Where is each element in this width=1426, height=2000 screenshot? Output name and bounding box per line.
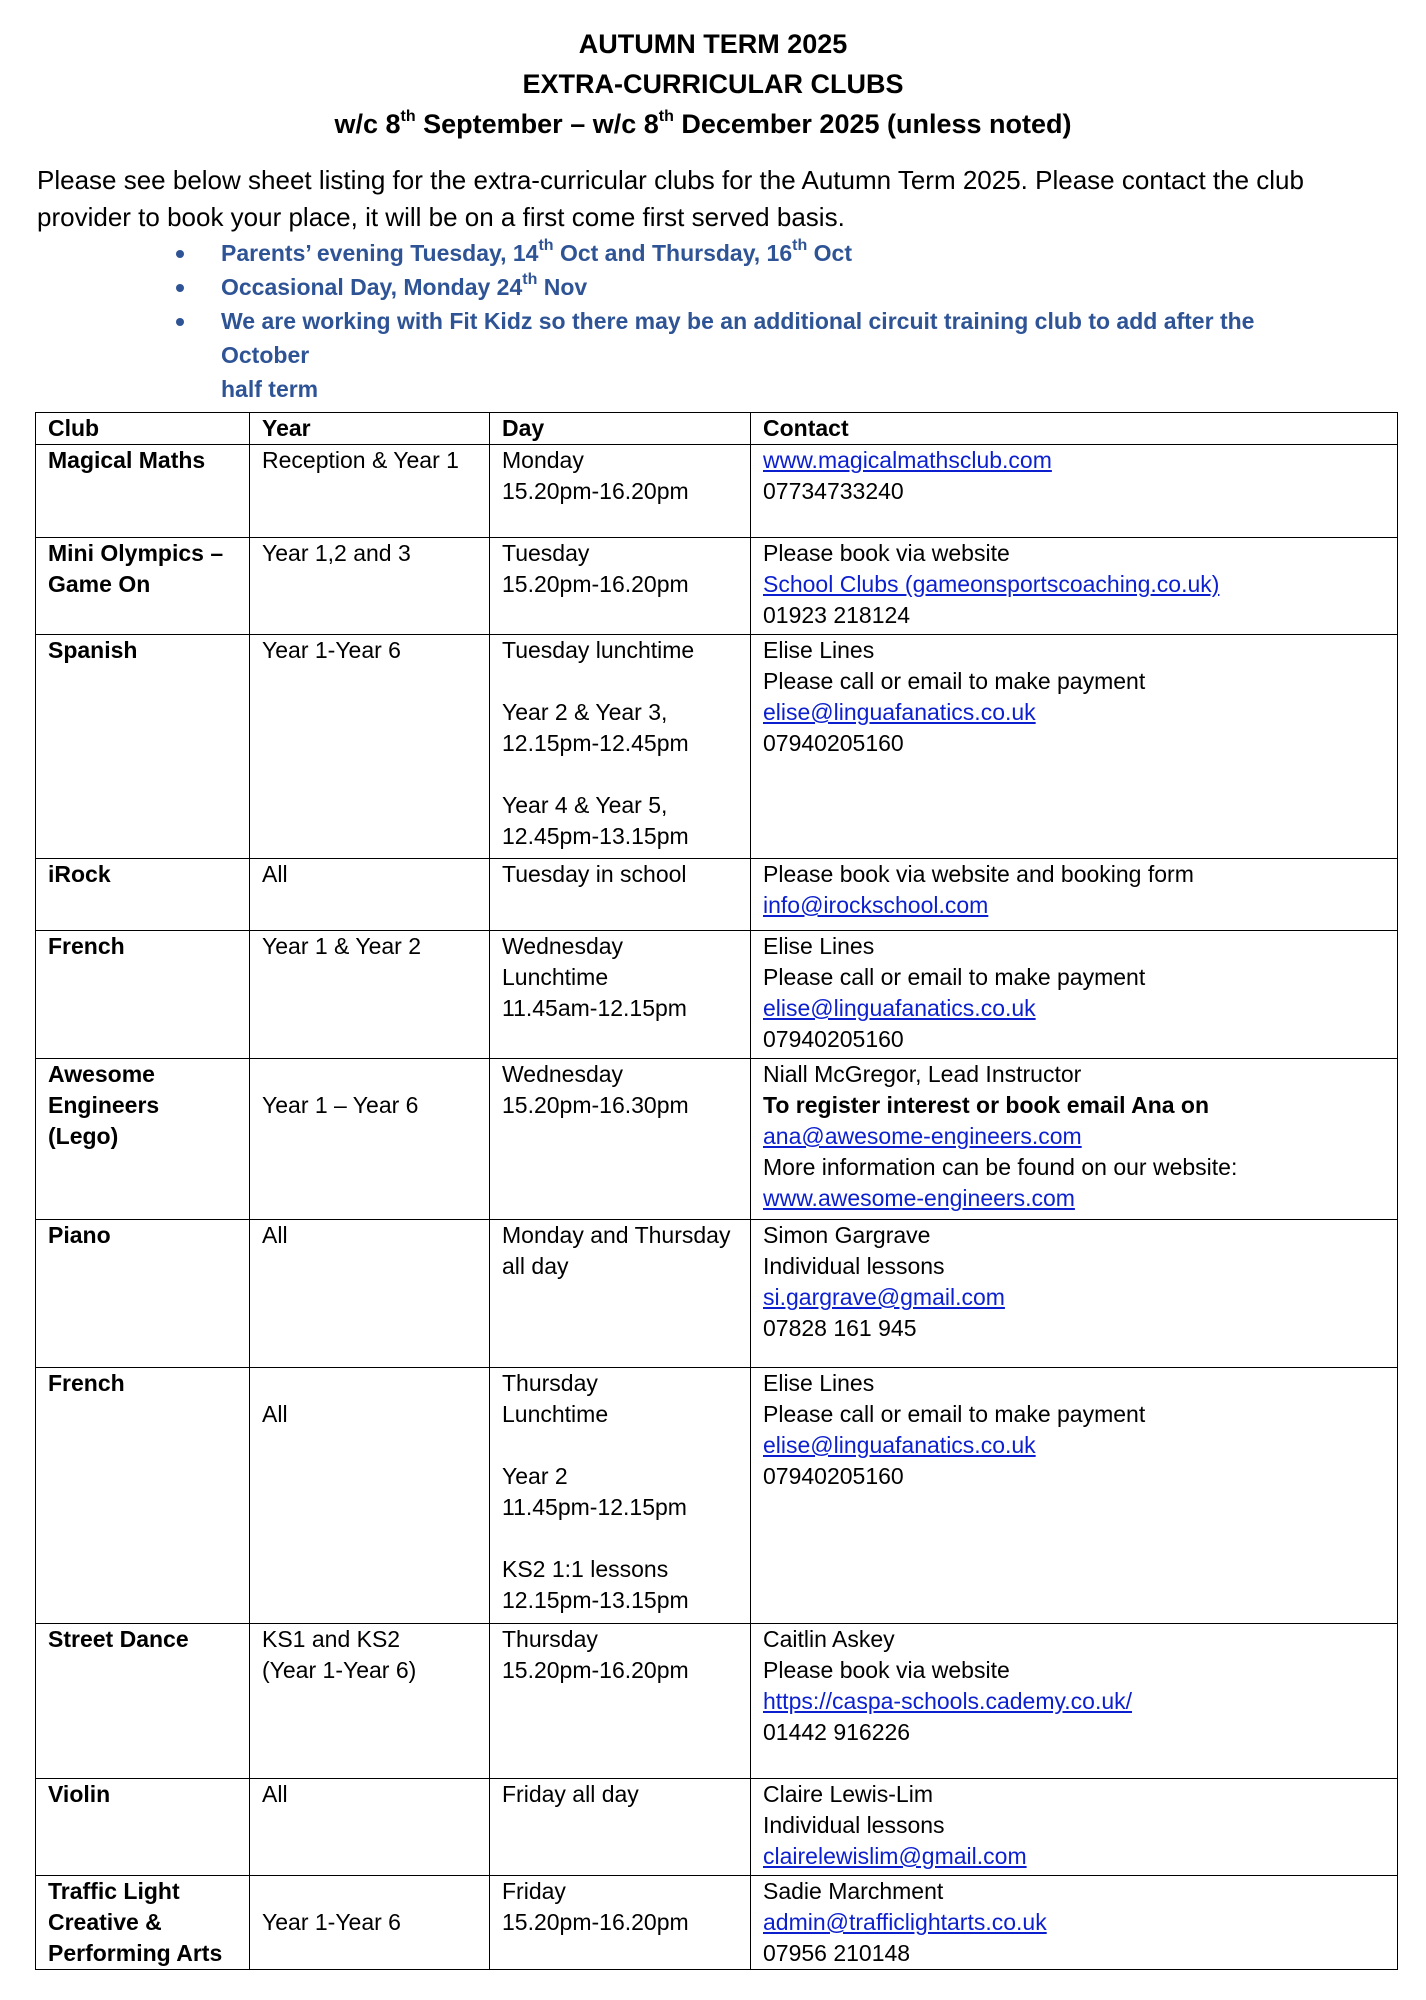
day-text: Thursday (502, 1626, 598, 1652)
contact-link[interactable]: clairelewislim@gmail.com (763, 1843, 1027, 1869)
cell-contact (751, 1220, 1398, 1368)
cell-contact (751, 635, 1398, 859)
cell-contact (751, 1059, 1398, 1220)
ordinal-suffix: th (522, 271, 538, 289)
contact-text: 07734733240 (763, 478, 904, 504)
cell-year (250, 445, 490, 538)
table-row (36, 445, 1398, 538)
day-text (502, 1430, 738, 1461)
table-row (36, 538, 1398, 635)
cell-club (36, 445, 250, 538)
year-text: All (262, 1222, 288, 1248)
cell-year (250, 635, 490, 859)
bullet-icon (176, 284, 184, 292)
cell-club (36, 1059, 250, 1220)
intro-line: provider to book your place, it will be on a first come first served basis. (37, 202, 845, 232)
day-text (502, 666, 738, 697)
cell-year (250, 1368, 490, 1624)
day-text: 12.15pm-13.15pm (502, 1587, 689, 1613)
cell-club (36, 859, 250, 931)
contact-link[interactable]: www.magicalmathsclub.com (763, 447, 1052, 473)
day-text: KS2 1:1 lessons (502, 1556, 669, 1582)
cell-day (490, 1876, 751, 1970)
table-row (36, 1368, 1398, 1624)
day-text: Monday (502, 447, 584, 473)
year-text: Year 1 & Year 2 (262, 933, 422, 959)
cell-year (250, 1876, 490, 1970)
day-text: Tuesday in school (502, 861, 687, 887)
day-text: 12.15pm-12.45pm (502, 730, 689, 756)
cell-day (490, 538, 751, 635)
cell-year (250, 1059, 490, 1220)
day-text: Tuesday (502, 540, 590, 566)
notice-text: Oct (807, 240, 852, 266)
contact-text: 07940205160 (763, 730, 904, 756)
contact-link[interactable]: elise@linguafanatics.co.uk (763, 1432, 1036, 1458)
cell-day (490, 859, 751, 931)
day-text: Tuesday lunchtime (502, 637, 695, 663)
heading-term: AUTUMN TERM 2025 (578, 29, 848, 59)
contact-link[interactable]: elise@linguafanatics.co.uk (763, 699, 1036, 725)
document-heading (0, 24, 1426, 144)
day-text: 15.20pm-16.30pm (502, 1092, 689, 1118)
heading-dates (0, 104, 1416, 144)
intro-paragraph (37, 162, 1397, 236)
club-text: Street Dance (48, 1626, 189, 1652)
contact-link[interactable]: si.gargrave@gmail.com (763, 1284, 1005, 1310)
day-text: 11.45am-12.15pm (502, 995, 687, 1021)
year-text: Reception & Year 1 (262, 447, 459, 473)
contact-link[interactable]: elise@linguafanatics.co.uk (763, 995, 1036, 1021)
contact-text: Elise Lines (763, 933, 875, 959)
cell-club (36, 1876, 250, 1970)
year-text (262, 1059, 477, 1090)
cell-year (250, 859, 490, 931)
contact-text: Please book via website (763, 1657, 1010, 1683)
day-text: 15.20pm-16.20pm (502, 571, 689, 597)
club-text: iRock (48, 861, 111, 887)
table-header-row (36, 413, 1398, 445)
ordinal-suffix: th (658, 108, 674, 125)
day-text: 15.20pm-16.20pm (502, 1909, 689, 1935)
cell-day (490, 1779, 751, 1876)
day-text: 15.20pm-16.20pm (502, 1657, 689, 1683)
intro-line: Please see below sheet listing for the extra-curricular clubs for the Autumn Term 2025. Please contact the club (37, 165, 1304, 195)
cell-club (36, 1624, 250, 1779)
cell-day (490, 1059, 751, 1220)
table-row (36, 859, 1398, 931)
notice-text: Nov (537, 274, 588, 300)
table-row (36, 1059, 1398, 1220)
cell-day (490, 1368, 751, 1624)
year-text: KS1 and KS2 (262, 1626, 401, 1652)
cell-club (36, 1368, 250, 1624)
day-text: Lunchtime (502, 964, 609, 990)
day-text (502, 1523, 738, 1554)
day-text: Friday (502, 1878, 566, 1904)
contact-text: Niall McGregor, Lead Instructor (763, 1061, 1082, 1087)
contact-text: Please book via website and booking form (763, 861, 1194, 887)
cell-contact (751, 859, 1398, 931)
cell-contact (751, 1368, 1398, 1624)
column-header-club: Club (36, 413, 250, 445)
contact-text: Individual lessons (763, 1253, 945, 1279)
contact-text: 01923 218124 (763, 602, 911, 628)
club-text: Violin (48, 1781, 111, 1807)
day-text: Thursday (502, 1370, 598, 1396)
year-text: Year 1 – Year 6 (262, 1092, 419, 1118)
column-header-contact: Contact (751, 413, 1398, 445)
club-text: Spanish (48, 637, 138, 663)
day-text (502, 759, 738, 790)
heading-dates-part: December 2025 (unless noted) (673, 109, 1072, 139)
day-text: Lunchtime (502, 1401, 609, 1427)
day-text: Year 2 & Year 3, (502, 699, 668, 725)
contact-text: Elise Lines (763, 637, 875, 663)
table-row (36, 1624, 1398, 1779)
year-text (262, 1876, 477, 1907)
notice-text: Parents’ evening Tuesday, 14 (221, 240, 539, 266)
notice-text: Occasional Day, Monday 24 (221, 274, 523, 300)
clubs-table-body (36, 445, 1398, 1970)
contact-link[interactable]: info@irockschool.com (763, 892, 989, 918)
contact-text: Claire Lewis-Lim (763, 1781, 933, 1807)
day-text: all day (502, 1253, 569, 1279)
heading-dates-part: w/c 8 (334, 109, 401, 139)
cell-year (250, 931, 490, 1059)
contact-link[interactable]: www.awesome-engineers.com (763, 1185, 1075, 1211)
club-text: Engineers (48, 1092, 160, 1118)
contact-link[interactable]: School Clubs (gameonsportscoaching.co.uk) (763, 571, 1220, 597)
day-text: Wednesday (502, 933, 624, 959)
notice-parents-evening (160, 236, 1340, 270)
year-text: (Year 1-Year 6) (262, 1657, 417, 1683)
cell-day (490, 1220, 751, 1368)
cell-club (36, 931, 250, 1059)
club-text: Performing Arts (48, 1940, 223, 1966)
club-text: Traffic Light (48, 1878, 180, 1904)
notice-fit-kidz (160, 304, 1340, 406)
column-header-year: Year (250, 413, 490, 445)
cell-club (36, 1779, 250, 1876)
club-text: (Lego) (48, 1123, 119, 1149)
year-text: Year 1-Year 6 (262, 637, 401, 663)
club-text: Game On (48, 571, 151, 597)
day-text: Year 4 & Year 5, (502, 792, 668, 818)
table-row (36, 1876, 1398, 1970)
heading-title: EXTRA-CURRICULAR CLUBS (522, 69, 904, 99)
contact-text: 07940205160 (763, 1463, 904, 1489)
club-text: French (48, 1370, 125, 1396)
year-text: All (262, 1781, 288, 1807)
club-text: French (48, 933, 125, 959)
table-row (36, 635, 1398, 859)
year-text: All (262, 1401, 288, 1427)
contact-text: Caitlin Askey (763, 1626, 895, 1652)
day-text: Year 2 (502, 1463, 568, 1489)
cell-contact (751, 1624, 1398, 1779)
year-text: Year 1-Year 6 (262, 1909, 401, 1935)
ordinal-suffix: th (400, 108, 416, 125)
day-text: Monday and Thursday (502, 1222, 731, 1248)
notice-text: Oct and Thursday, 16 (553, 240, 793, 266)
table-row (36, 1779, 1398, 1876)
contact-text: Please call or email to make payment (763, 1401, 1146, 1427)
clubs-table (35, 412, 1398, 1970)
day-text: 12.45pm-13.15pm (502, 823, 689, 849)
club-text: Mini Olympics – (48, 540, 224, 566)
contact-text: Individual lessons (763, 1812, 945, 1838)
contact-text: Simon Gargrave (763, 1222, 931, 1248)
contact-link[interactable]: https://caspa-schools.cademy.co.uk/ (763, 1688, 1133, 1714)
bullet-icon (176, 318, 184, 326)
column-header-day: Day (490, 413, 751, 445)
cell-contact (751, 1876, 1398, 1970)
day-text: 15.20pm-16.20pm (502, 478, 689, 504)
cell-club (36, 635, 250, 859)
ordinal-suffix: th (792, 237, 808, 255)
bullet-icon (176, 250, 184, 258)
cell-contact (751, 538, 1398, 635)
cell-day (490, 931, 751, 1059)
day-text: 11.45pm-12.15pm (502, 1494, 687, 1520)
notice-occasional-day (160, 270, 1340, 304)
contact-link[interactable]: admin@trafficlightarts.co.uk (763, 1909, 1047, 1935)
contact-text: Please book via website (763, 540, 1010, 566)
year-text: All (262, 861, 288, 887)
year-text: Year 1,2 and 3 (262, 540, 411, 566)
contact-text: Please call or email to make payment (763, 964, 1146, 990)
notice-text: half term (221, 376, 319, 402)
club-text: Awesome (48, 1061, 155, 1087)
table-row (36, 1220, 1398, 1368)
cell-day (490, 1624, 751, 1779)
contact-text: Please call or email to make payment (763, 668, 1146, 694)
cell-year (250, 1624, 490, 1779)
cell-contact (751, 1779, 1398, 1876)
cell-year (250, 538, 490, 635)
contact-text: Sadie Marchment (763, 1878, 944, 1904)
table-row (36, 931, 1398, 1059)
club-text: Piano (48, 1222, 111, 1248)
notice-text: We are working with Fit Kidz so there may be an additional circuit training club to add after the October (221, 308, 1255, 368)
year-text (262, 1368, 477, 1399)
cell-year (250, 1220, 490, 1368)
cell-day (490, 635, 751, 859)
cell-contact (751, 445, 1398, 538)
notice-list (160, 236, 1340, 406)
club-text: Creative & (48, 1909, 162, 1935)
day-text: Friday all day (502, 1781, 639, 1807)
cell-day (490, 445, 751, 538)
ordinal-suffix: th (538, 237, 554, 255)
contact-text: 07956 210148 (763, 1940, 911, 1966)
contact-text: To register interest or book email Ana on (763, 1092, 1210, 1118)
cell-club (36, 538, 250, 635)
contact-text: 01442 916226 (763, 1719, 911, 1745)
club-text: Magical Maths (48, 447, 206, 473)
contact-text: 07940205160 (763, 1026, 904, 1052)
contact-text: 07828 161 945 (763, 1315, 917, 1341)
cell-club (36, 1220, 250, 1368)
contact-link[interactable]: ana@awesome-engineers.com (763, 1123, 1082, 1149)
cell-contact (751, 931, 1398, 1059)
heading-dates-part: September – w/c 8 (415, 109, 659, 139)
contact-text: More information can be found on our website: (763, 1154, 1238, 1180)
day-text: Wednesday (502, 1061, 624, 1087)
cell-year (250, 1779, 490, 1876)
contact-text: Elise Lines (763, 1370, 875, 1396)
